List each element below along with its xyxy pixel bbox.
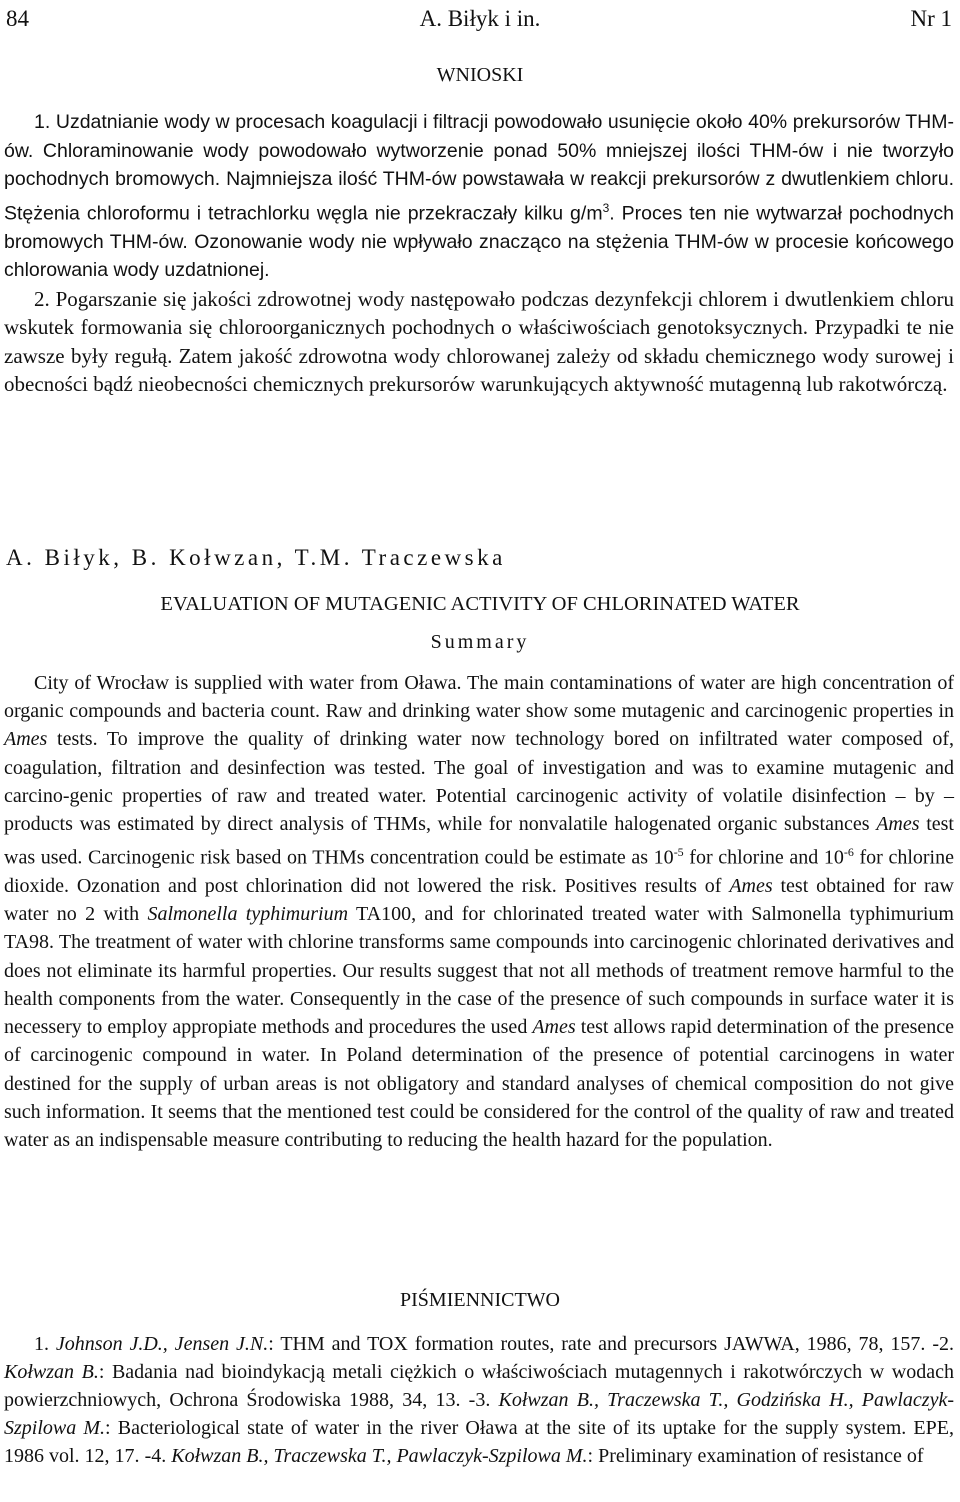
page-number: 84: [6, 6, 29, 31]
running-title: A. Biłyk i in.: [419, 6, 541, 31]
wnioski-section: [4, 108, 954, 399]
page-header: [0, 0, 960, 40]
summary-heading: Summary: [430, 631, 530, 653]
conclusion-2: 2. Pogarszanie się jakości zdrowotnej wody następowało podczas dezynfekcji chlorem i dwutlenkiem chloru wskutek formowania się chloroorganicznych pochodnych o właściwościach genotoksycznych. Przypadki te nie zawsze były regułą. Zatem jakość zdrowotna wody chlorowanej zależy od składu chemicznego wody surowej i obecności bądź nieobecności chemicznych prekursorów warunkujących aktywność mutagenną lub rakotwórczą.: [4, 286, 954, 396]
references-paragraph: 1. Johnson J.D., Jensen J.N.: THM and TOX formation routes, rate and precursors JAWWA, 1986, 78, 157. -2. Kołwzan B.: Badania nad bioindykacją metali ciężkich o właściwościach mutagennych i rakotwórczych w wodach powierzchniowych, Ochrona Środowiska 1988, 34, 13. -3. Kołwzan B., Traczewska T., Godzińska H., Pawlaczyk- Szpilowa M.: Bacteriological state of water in the river Oława at the site of its uptake for the supply system. EPE, 1986 vol. 12, 17. -4. Kołwzan B., Traczewska T., Pawlaczyk-Szpilowa M.: Preliminary examination of resistance of: [4, 1333, 954, 1467]
english-title: EVALUATION OF MUTAGENIC ACTIVITY OF CHLORINATED WATER: [160, 593, 800, 615]
issue-number: Nr 1: [910, 6, 952, 31]
wnioski-heading: WNIOSKI: [436, 64, 524, 86]
authors: A. Biłyk, B. Kołwzan, T.M. Traczewska: [6, 545, 506, 570]
conclusion-1: 1. Uzdatnianie wody w procesach koagulacji i filtracji powodowało usunięcie około 40% prekursorów THM-ów. Chloraminowanie wody powodowało wytworzenie ponad 50% mniejszej ilości THM-ów i nie tworzyło pochodnych bromowych. Najmniejsza ilość THM-ów powstawała w reakcji prekursorów z dwutlenkiem chloru. Stężenia chloroformu i tetrachlorku węgla nie przekraczały kilku $g/m^3$. Proces ten nie wytwarzał pochodnych bromowych THM-ów. Ozonowanie wody nie wpływało znacząco na stężenia THM-ów w procesie końcowego chlorowania wody uzdatnionej.: [4, 111, 954, 281]
references-list: [4, 1330, 954, 1470]
summary-text: [4, 669, 954, 1154]
summary-paragraph: City of Wrocław is supplied with water from Oława. The main contaminations of water are high concentration of organic compounds and bacteria count. Raw and drinking water show some mutagenic and carcinogenic properties in Ames tests. To improve the quality of drinking water now technology bored on infiltrated water composed of, coagulation, filtration and desinfection was tested. The goal of investigation and was to examine mutagenic and carcino-genic properties of raw and treated water. Potential carcinogenic activity of volatile disinfection – by – products was estimated by direct analysis of THMs, while for nonvalatile halogenated organic substances Ames test was used. Carcinogenic risk based on THMs concentration could be estimate as $10^{-5}$ for chlorine and $10^{-6}$ for chlorine dioxide. Ozonation and post chlorination did not lowered the risk. Positives results of Ames test obtained for raw water no 2 with Salmonella typhimurium TA100, and for chlorinated treated water with Salmonella typhimurium TA98. The treatment of water with chlorine transforms same compounds into carcinogenic chlorinated derivatives and does not eliminate its harmful properties. Our results suggest that not all methods of treatment remove harmful to the health components from the water. Consequently in the case of the presence of such compounds in surface water it is necessery to employ appropiate methods and procedures the used Ames test allows rapid determination of the presence of carcinogenic compound in water. In Poland determination of the presence of potential carcinogens in water destined for the supply of urban areas is not obligatory and standard analyses of chemical composition do not give such information. It seems that the mentioned test could be considered for the control of the quality of raw and treated water as an indispensable measure contributing to reducing the health hazard for the population.: [4, 672, 955, 1151]
references-heading: PIŚMIENNICTWO: [400, 1289, 560, 1311]
